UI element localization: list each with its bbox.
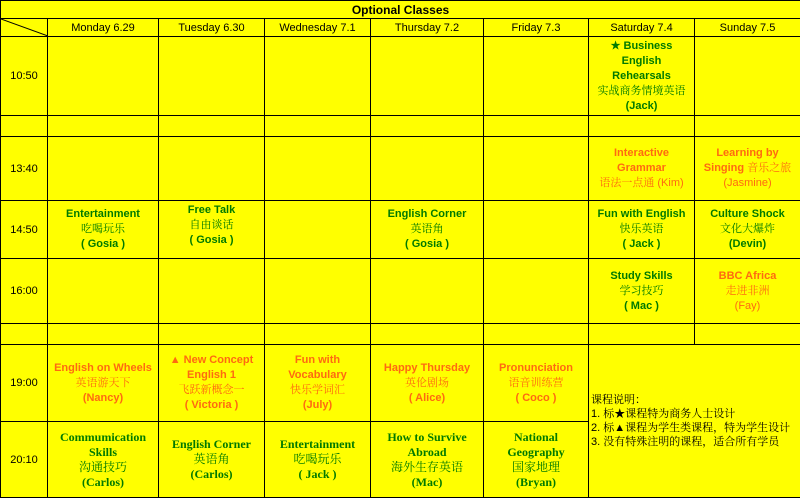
notes-line-2: 2. 标▲课程为学生类课程，特为学生设计 <box>591 421 798 435</box>
class-cell-fun-with-english <box>589 201 695 259</box>
class-title: Fun with Vocabulary <box>265 353 370 383</box>
class-teacher: (July) <box>265 398 370 413</box>
class-chinese-name: 海外生存英语 <box>371 460 483 475</box>
day-header-monday: Monday 6.29 <box>48 19 159 37</box>
time-label: 14:50 <box>1 201 48 259</box>
day-header-wednesday: Wednesday 7.1 <box>265 19 371 37</box>
day-header-tuesday: Tuesday 6.30 <box>159 19 265 37</box>
class-title: English on Wheels <box>48 361 158 376</box>
class-teacher: (Kim) <box>657 177 683 189</box>
class-title: Interactive Grammar <box>589 146 694 176</box>
class-teacher: (Carlos) <box>159 467 264 482</box>
empty-cell <box>484 37 589 116</box>
class-cell-english-corner-2 <box>159 422 265 498</box>
class-title: Free Talk <box>159 203 264 218</box>
class-chinese-name: 英语角 <box>371 222 483 237</box>
class-teacher: ( Gosia ) <box>48 237 158 252</box>
class-cell-bbc-africa <box>695 259 800 324</box>
class-chinese-name: 国家地理 <box>484 460 588 475</box>
class-title: Learning by Singing <box>704 147 779 174</box>
class-cell-entertainment-2 <box>265 422 371 498</box>
class-cell-pronunciation <box>484 345 589 422</box>
class-teacher: ( Mac ) <box>589 299 694 314</box>
class-chinese-name: 音乐之旅 <box>747 162 791 174</box>
class-title: Pronunciation <box>484 361 588 376</box>
class-cell-how-to-survive-abroad <box>371 422 484 498</box>
class-teacher: ( Jack ) <box>265 467 370 482</box>
table-title: Optional Classes <box>1 1 800 19</box>
class-chinese-name: 沟通技巧 <box>48 460 158 475</box>
diagonal-line-icon <box>1 19 48 36</box>
class-teacher: (Nancy) <box>48 391 158 406</box>
time-row-1600 <box>1 259 800 324</box>
class-chinese-name: 学习技巧 <box>589 284 694 299</box>
gap-row <box>1 324 800 345</box>
class-title: Entertainment <box>48 207 158 222</box>
empty-cell <box>484 201 589 259</box>
empty-cell <box>265 137 371 201</box>
class-title: Happy Thursday <box>371 361 483 376</box>
day-header-sunday: Sunday 7.5 <box>695 19 800 37</box>
class-chinese-name: 英伦剧场 <box>371 376 483 391</box>
class-cell-english-corner <box>371 201 484 259</box>
empty-cell <box>695 37 800 116</box>
class-chinese-name: 飞跃新概念一 <box>159 383 264 398</box>
class-teacher: (Jack) <box>589 99 694 114</box>
class-chinese-name: 吃喝玩乐 <box>48 222 158 237</box>
empty-cell <box>159 259 265 324</box>
gap-row <box>1 116 800 137</box>
class-chinese-name: 实战商务情境英语 <box>589 84 694 99</box>
class-cell-new-concept-english <box>159 345 265 422</box>
class-teacher: (Fay) <box>695 299 800 314</box>
notes-line-1: 1. 标★课程特为商务人士设计 <box>591 407 798 421</box>
class-chinese-name: 走进非洲 <box>695 284 800 299</box>
class-teacher: ( Gosia ) <box>371 237 483 252</box>
class-teacher: ( Jack ) <box>589 237 694 252</box>
class-cell-communication-skills <box>48 422 159 498</box>
empty-cell <box>371 137 484 201</box>
class-teacher: ( Victoria ) <box>159 398 264 413</box>
empty-cell <box>159 137 265 201</box>
class-cell-english-on-wheels <box>48 345 159 422</box>
empty-cell <box>371 259 484 324</box>
corner-cell <box>1 19 48 37</box>
class-cell-entertainment <box>48 201 159 259</box>
class-teacher: (Mac) <box>371 475 483 490</box>
empty-cell <box>265 259 371 324</box>
class-chinese-name: 文化大爆炸 <box>695 222 800 237</box>
class-chinese-name: 自由谈话 <box>159 218 264 233</box>
time-row-1340 <box>1 137 800 201</box>
time-row-1450 <box>1 201 800 259</box>
class-cell-national-geography <box>484 422 589 498</box>
empty-cell <box>48 137 159 201</box>
empty-cell <box>159 37 265 116</box>
class-cell-fun-with-vocabulary <box>265 345 371 422</box>
class-chinese-name: 语法一点通 <box>599 177 654 189</box>
class-title: National Geography <box>484 430 588 460</box>
class-teacher: ( Gosia ) <box>159 233 264 248</box>
time-label: 13:40 <box>1 137 48 201</box>
empty-cell <box>371 37 484 116</box>
class-cell-culture-shock <box>695 201 800 259</box>
class-cell-study-skills <box>589 259 695 324</box>
class-teacher: ( Alice) <box>371 391 483 406</box>
time-label: 16:00 <box>1 259 48 324</box>
empty-cell <box>48 259 159 324</box>
class-cell-business-english <box>589 37 695 116</box>
class-cell-free-talk <box>159 201 265 259</box>
class-chinese-name: 吃喝玩乐 <box>265 452 370 467</box>
class-chinese-name: 语音训练营 <box>484 376 588 391</box>
course-notes <box>589 345 800 498</box>
class-chinese-name: 快乐英语 <box>589 222 694 237</box>
class-title: Entertainment <box>265 437 370 452</box>
class-title: ▲ New Concept English 1 <box>159 353 264 383</box>
time-row-1050 <box>1 37 800 116</box>
time-row-1900 <box>1 345 800 422</box>
class-title: ★ Business English Rehearsals <box>589 39 694 84</box>
empty-cell <box>265 201 371 259</box>
class-title: How to Survive Abroad <box>371 430 483 460</box>
class-cell-happy-thursday <box>371 345 484 422</box>
class-title: English Corner <box>159 437 264 452</box>
time-label: 10:50 <box>1 37 48 116</box>
empty-cell <box>484 259 589 324</box>
class-title: Commumication Skills <box>48 430 158 460</box>
class-cell-learning-by-singing <box>695 137 800 201</box>
notes-line-3: 3. 没有特殊注明的课程，适合所有学员 <box>591 435 798 449</box>
day-header-friday: Friday 7.3 <box>484 19 589 37</box>
class-teacher: (Jasmine) <box>695 176 800 191</box>
empty-cell <box>265 37 371 116</box>
class-chinese-name: 快乐学词汇 <box>265 383 370 398</box>
time-label: 19:00 <box>1 345 48 422</box>
day-header-saturday: Saturday 7.4 <box>589 19 695 37</box>
class-title: Study Skills <box>589 269 694 284</box>
day-header-row <box>1 19 800 37</box>
class-teacher: (Devin) <box>695 237 800 252</box>
class-title: Fun with English <box>589 207 694 222</box>
class-title: Culture Shock <box>695 207 800 222</box>
class-teacher: ( Coco ) <box>484 391 588 406</box>
class-chinese-name: 英语角 <box>159 452 264 467</box>
class-cell-interactive-grammar <box>589 137 695 201</box>
class-teacher: (Bryan) <box>484 475 588 490</box>
class-title: English Corner <box>371 207 483 222</box>
class-chinese-name: 英语游天下 <box>48 376 158 391</box>
class-title: BBC Africa <box>695 269 800 284</box>
time-label: 20:10 <box>1 422 48 498</box>
class-teacher: (Carlos) <box>48 475 158 490</box>
empty-cell <box>48 37 159 116</box>
day-header-thursday: Thursday 7.2 <box>371 19 484 37</box>
empty-cell <box>484 137 589 201</box>
notes-heading: 课程说明： <box>591 393 798 407</box>
